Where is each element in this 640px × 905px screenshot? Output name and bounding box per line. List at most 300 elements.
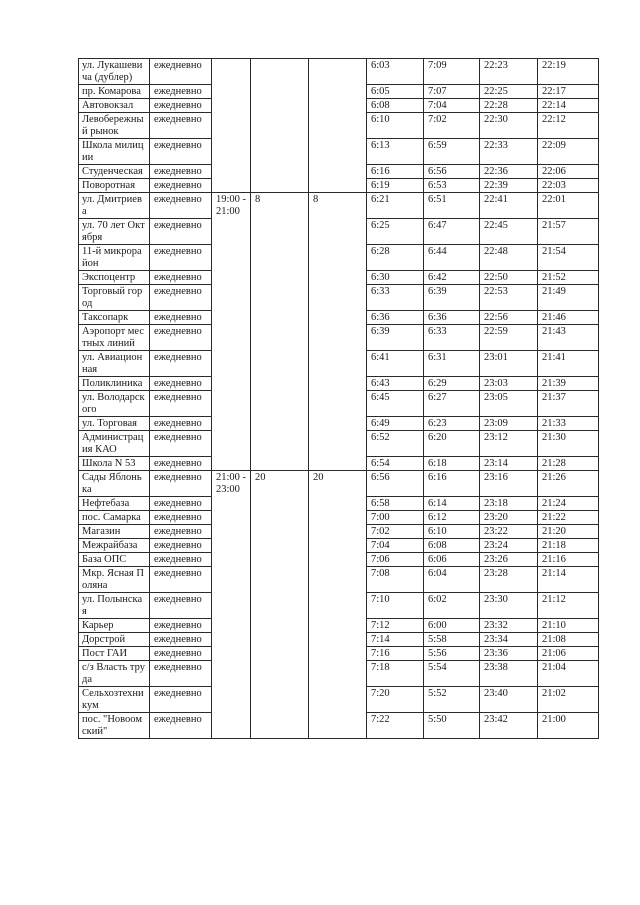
interval-cell	[251, 647, 309, 661]
time-cell-3: 22:48	[480, 245, 538, 271]
days-cell: ежедневно	[150, 471, 212, 497]
time-cell-2: 6:12	[424, 511, 480, 525]
interval-cell-2	[309, 179, 367, 193]
stop-cell: Мкр. Ясная Поляна	[79, 567, 150, 593]
interval-cell-2: 20	[309, 471, 367, 497]
interval-cell-2	[309, 271, 367, 285]
period-cell	[212, 687, 251, 713]
time-cell-1: 6:36	[367, 311, 424, 325]
days-cell: ежедневно	[150, 647, 212, 661]
time-cell-4: 21:16	[538, 553, 599, 567]
time-cell-4: 22:01	[538, 193, 599, 219]
interval-cell-2	[309, 593, 367, 619]
time-cell-2: 7:07	[424, 85, 480, 99]
days-cell: ежедневно	[150, 619, 212, 633]
period-cell	[212, 311, 251, 325]
table-row	[79, 59, 599, 85]
stop-cell: Школа N 53	[79, 457, 150, 471]
interval-cell	[251, 351, 309, 377]
time-cell-1: 6:39	[367, 325, 424, 351]
interval-cell	[251, 179, 309, 193]
time-cell-4: 22:19	[538, 59, 599, 85]
table-row	[79, 99, 599, 113]
interval-cell	[251, 567, 309, 593]
schedule-body	[79, 59, 599, 739]
time-cell-1: 6:28	[367, 245, 424, 271]
time-cell-3: 23:03	[480, 377, 538, 391]
time-cell-1: 7:06	[367, 553, 424, 567]
time-cell-2: 6:39	[424, 285, 480, 311]
time-cell-4: 22:17	[538, 85, 599, 99]
interval-cell-2	[309, 165, 367, 179]
time-cell-2: 6:08	[424, 539, 480, 553]
interval-cell-2	[309, 525, 367, 539]
period-cell	[212, 377, 251, 391]
time-cell-4: 21:52	[538, 271, 599, 285]
time-cell-3: 23:20	[480, 511, 538, 525]
stop-cell: Аэропорт местных линий	[79, 325, 150, 351]
stop-cell: Магазин	[79, 525, 150, 539]
time-cell-1: 7:04	[367, 539, 424, 553]
time-cell-1: 6:16	[367, 165, 424, 179]
time-cell-1: 6:25	[367, 219, 424, 245]
time-cell-4: 21:43	[538, 325, 599, 351]
time-cell-2: 5:52	[424, 687, 480, 713]
table-row	[79, 593, 599, 619]
interval-cell-2	[309, 285, 367, 311]
interval-cell-2	[309, 633, 367, 647]
stop-cell: Сады Яблонька	[79, 471, 150, 497]
interval-cell	[251, 713, 309, 739]
time-cell-3: 22:36	[480, 165, 538, 179]
table-row	[79, 457, 599, 471]
days-cell: ежедневно	[150, 113, 212, 139]
stop-cell: Администрация КАО	[79, 431, 150, 457]
table-row	[79, 271, 599, 285]
stop-cell: Межрайбаза	[79, 539, 150, 553]
time-cell-4: 21:20	[538, 525, 599, 539]
period-cell	[212, 351, 251, 377]
time-cell-4: 21:46	[538, 311, 599, 325]
time-cell-3: 22:39	[480, 179, 538, 193]
days-cell: ежедневно	[150, 165, 212, 179]
days-cell: ежедневно	[150, 661, 212, 687]
days-cell: ежедневно	[150, 567, 212, 593]
time-cell-1: 6:49	[367, 417, 424, 431]
interval-cell	[251, 85, 309, 99]
table-row	[79, 619, 599, 633]
period-cell	[212, 431, 251, 457]
time-cell-1: 7:08	[367, 567, 424, 593]
stop-cell: ул. Торговая	[79, 417, 150, 431]
interval-cell	[251, 497, 309, 511]
interval-cell-2	[309, 661, 367, 687]
time-cell-2: 6:20	[424, 431, 480, 457]
table-row	[79, 245, 599, 271]
time-cell-2: 6:10	[424, 525, 480, 539]
stop-cell: База ОПС	[79, 553, 150, 567]
days-cell: ежедневно	[150, 391, 212, 417]
interval-cell-2	[309, 311, 367, 325]
period-cell	[212, 593, 251, 619]
time-cell-2: 7:02	[424, 113, 480, 139]
period-cell	[212, 219, 251, 245]
table-row	[79, 687, 599, 713]
stop-cell: Торговый город	[79, 285, 150, 311]
time-cell-2: 7:09	[424, 59, 480, 85]
table-row	[79, 391, 599, 417]
interval-cell-2	[309, 85, 367, 99]
table-row	[79, 193, 599, 219]
time-cell-4: 22:14	[538, 99, 599, 113]
time-cell-3: 23:38	[480, 661, 538, 687]
stop-cell: ул. Лукашевича (дублер)	[79, 59, 150, 85]
time-cell-4: 21:28	[538, 457, 599, 471]
time-cell-2: 6:00	[424, 619, 480, 633]
interval-cell: 8	[251, 193, 309, 219]
days-cell: ежедневно	[150, 219, 212, 245]
interval-cell	[251, 511, 309, 525]
days-cell: ежедневно	[150, 633, 212, 647]
time-cell-4: 21:04	[538, 661, 599, 687]
days-cell: ежедневно	[150, 271, 212, 285]
time-cell-2: 6:36	[424, 311, 480, 325]
days-cell: ежедневно	[150, 377, 212, 391]
time-cell-2: 6:14	[424, 497, 480, 511]
table-row	[79, 139, 599, 165]
stop-cell: пос. "Новоомский"	[79, 713, 150, 739]
table-row	[79, 511, 599, 525]
time-cell-4: 21:06	[538, 647, 599, 661]
time-cell-2: 6:56	[424, 165, 480, 179]
time-cell-4: 21:57	[538, 219, 599, 245]
table-row	[79, 285, 599, 311]
time-cell-4: 21:41	[538, 351, 599, 377]
time-cell-2: 5:56	[424, 647, 480, 661]
time-cell-2: 6:04	[424, 567, 480, 593]
period-cell	[212, 99, 251, 113]
days-cell: ежедневно	[150, 593, 212, 619]
interval-cell	[251, 219, 309, 245]
period-cell	[212, 553, 251, 567]
days-cell: ежедневно	[150, 417, 212, 431]
period-cell	[212, 661, 251, 687]
interval-cell: 20	[251, 471, 309, 497]
table-row	[79, 633, 599, 647]
interval-cell-2	[309, 687, 367, 713]
interval-cell	[251, 165, 309, 179]
table-row	[79, 165, 599, 179]
time-cell-4: 21:00	[538, 713, 599, 739]
interval-cell-2	[309, 219, 367, 245]
days-cell: ежедневно	[150, 511, 212, 525]
days-cell: ежедневно	[150, 457, 212, 471]
time-cell-4: 22:06	[538, 165, 599, 179]
time-cell-2: 6:31	[424, 351, 480, 377]
days-cell: ежедневно	[150, 311, 212, 325]
time-cell-2: 5:54	[424, 661, 480, 687]
days-cell: ежедневно	[150, 285, 212, 311]
stop-cell: ул. 70 лет Октября	[79, 219, 150, 245]
time-cell-4: 21:12	[538, 593, 599, 619]
table-row	[79, 113, 599, 139]
interval-cell-2	[309, 553, 367, 567]
days-cell: ежедневно	[150, 179, 212, 193]
days-cell: ежедневно	[150, 553, 212, 567]
interval-cell	[251, 285, 309, 311]
period-cell	[212, 391, 251, 417]
days-cell: ежедневно	[150, 431, 212, 457]
table-row	[79, 647, 599, 661]
period-cell	[212, 245, 251, 271]
table-row	[79, 497, 599, 511]
interval-cell	[251, 687, 309, 713]
time-cell-4: 21:18	[538, 539, 599, 553]
time-cell-4: 22:12	[538, 113, 599, 139]
period-cell	[212, 85, 251, 99]
stop-cell: Дорстрой	[79, 633, 150, 647]
interval-cell	[251, 619, 309, 633]
interval-cell-2	[309, 245, 367, 271]
time-cell-1: 7:12	[367, 619, 424, 633]
time-cell-3: 22:30	[480, 113, 538, 139]
days-cell: ежедневно	[150, 193, 212, 219]
interval-cell-2	[309, 113, 367, 139]
time-cell-4: 22:09	[538, 139, 599, 165]
period-cell	[212, 511, 251, 525]
stop-cell: ул. Дмитриева	[79, 193, 150, 219]
time-cell-3: 23:14	[480, 457, 538, 471]
time-cell-1: 6:45	[367, 391, 424, 417]
time-cell-1: 7:10	[367, 593, 424, 619]
time-cell-4: 22:03	[538, 179, 599, 193]
days-cell: ежедневно	[150, 351, 212, 377]
interval-cell-2	[309, 99, 367, 113]
days-cell: ежедневно	[150, 59, 212, 85]
stop-cell: Нефтебаза	[79, 497, 150, 511]
table-row	[79, 377, 599, 391]
interval-cell-2	[309, 497, 367, 511]
time-cell-1: 6:05	[367, 85, 424, 99]
time-cell-3: 23:18	[480, 497, 538, 511]
time-cell-4: 21:08	[538, 633, 599, 647]
time-cell-1: 7:00	[367, 511, 424, 525]
interval-cell	[251, 457, 309, 471]
days-cell: ежедневно	[150, 525, 212, 539]
stop-cell: с/з Власть труда	[79, 661, 150, 687]
time-cell-3: 22:23	[480, 59, 538, 85]
interval-cell	[251, 661, 309, 687]
period-cell	[212, 179, 251, 193]
time-cell-3: 22:56	[480, 311, 538, 325]
time-cell-3: 23:22	[480, 525, 538, 539]
time-cell-4: 21:24	[538, 497, 599, 511]
interval-cell	[251, 271, 309, 285]
table-row	[79, 351, 599, 377]
interval-cell-2	[309, 647, 367, 661]
stop-cell: Экспоцентр	[79, 271, 150, 285]
time-cell-1: 7:22	[367, 713, 424, 739]
stop-cell: ул. Авиационная	[79, 351, 150, 377]
time-cell-3: 23:40	[480, 687, 538, 713]
period-cell	[212, 525, 251, 539]
time-cell-4: 21:10	[538, 619, 599, 633]
time-cell-2: 5:58	[424, 633, 480, 647]
interval-cell-2	[309, 567, 367, 593]
period-cell	[212, 417, 251, 431]
time-cell-3: 23:36	[480, 647, 538, 661]
period-cell	[212, 497, 251, 511]
time-cell-1: 7:02	[367, 525, 424, 539]
time-cell-3: 23:42	[480, 713, 538, 739]
period-cell	[212, 113, 251, 139]
stop-cell: ул. Володарского	[79, 391, 150, 417]
stop-cell: пос. Самарка	[79, 511, 150, 525]
time-cell-3: 22:59	[480, 325, 538, 351]
time-cell-4: 21:14	[538, 567, 599, 593]
interval-cell	[251, 139, 309, 165]
stop-cell: Левобережный рынок	[79, 113, 150, 139]
time-cell-1: 6:33	[367, 285, 424, 311]
table-row	[79, 525, 599, 539]
time-cell-1: 6:56	[367, 471, 424, 497]
period-cell	[212, 325, 251, 351]
interval-cell	[251, 391, 309, 417]
time-cell-3: 22:25	[480, 85, 538, 99]
interval-cell-2	[309, 59, 367, 85]
period-cell	[212, 59, 251, 85]
interval-cell-2	[309, 713, 367, 739]
interval-cell	[251, 245, 309, 271]
time-cell-4: 21:33	[538, 417, 599, 431]
time-cell-2: 6:59	[424, 139, 480, 165]
stop-cell: Таксопарк	[79, 311, 150, 325]
stop-cell: пр. Комарова	[79, 85, 150, 99]
days-cell: ежедневно	[150, 325, 212, 351]
period-cell	[212, 619, 251, 633]
interval-cell	[251, 431, 309, 457]
interval-cell-2	[309, 351, 367, 377]
time-cell-4: 21:22	[538, 511, 599, 525]
stop-cell: ул. Полынская	[79, 593, 150, 619]
time-cell-3: 22:53	[480, 285, 538, 311]
interval-cell	[251, 311, 309, 325]
period-cell	[212, 165, 251, 179]
time-cell-2: 6:27	[424, 391, 480, 417]
time-cell-2: 6:53	[424, 179, 480, 193]
table-row	[79, 325, 599, 351]
table-row	[79, 471, 599, 497]
time-cell-3: 22:45	[480, 219, 538, 245]
time-cell-3: 22:50	[480, 271, 538, 285]
interval-cell	[251, 377, 309, 391]
interval-cell	[251, 633, 309, 647]
period-cell: 19:00 - 21:00	[212, 193, 251, 219]
interval-cell	[251, 593, 309, 619]
stop-cell: Поликлиника	[79, 377, 150, 391]
time-cell-1: 7:20	[367, 687, 424, 713]
stop-cell: Сельхозтехникум	[79, 687, 150, 713]
table-row	[79, 539, 599, 553]
time-cell-4: 21:02	[538, 687, 599, 713]
period-cell	[212, 139, 251, 165]
table-row	[79, 553, 599, 567]
interval-cell	[251, 113, 309, 139]
stop-cell: Пост ГАИ	[79, 647, 150, 661]
time-cell-3: 23:16	[480, 471, 538, 497]
interval-cell-2	[309, 377, 367, 391]
days-cell: ежедневно	[150, 99, 212, 113]
time-cell-4: 21:37	[538, 391, 599, 417]
time-cell-3: 23:01	[480, 351, 538, 377]
time-cell-3: 23:32	[480, 619, 538, 633]
time-cell-1: 6:08	[367, 99, 424, 113]
period-cell	[212, 647, 251, 661]
time-cell-1: 6:58	[367, 497, 424, 511]
time-cell-1: 7:18	[367, 661, 424, 687]
period-cell	[212, 271, 251, 285]
stop-cell: 11-й микрорайон	[79, 245, 150, 271]
table-row	[79, 311, 599, 325]
time-cell-3: 22:41	[480, 193, 538, 219]
time-cell-3: 23:30	[480, 593, 538, 619]
time-cell-3: 22:28	[480, 99, 538, 113]
schedule-table	[78, 58, 599, 739]
time-cell-2: 6:42	[424, 271, 480, 285]
table-row	[79, 179, 599, 193]
time-cell-3: 23:05	[480, 391, 538, 417]
time-cell-3: 23:09	[480, 417, 538, 431]
period-cell	[212, 567, 251, 593]
time-cell-2: 7:04	[424, 99, 480, 113]
time-cell-2: 6:51	[424, 193, 480, 219]
time-cell-1: 6:21	[367, 193, 424, 219]
table-row	[79, 567, 599, 593]
table-row	[79, 85, 599, 99]
time-cell-2: 6:16	[424, 471, 480, 497]
time-cell-1: 6:13	[367, 139, 424, 165]
interval-cell	[251, 99, 309, 113]
period-cell	[212, 633, 251, 647]
interval-cell-2	[309, 325, 367, 351]
interval-cell-2	[309, 139, 367, 165]
interval-cell-2	[309, 431, 367, 457]
interval-cell-2	[309, 457, 367, 471]
interval-cell-2	[309, 619, 367, 633]
time-cell-1: 7:14	[367, 633, 424, 647]
time-cell-1: 6:30	[367, 271, 424, 285]
stop-cell: Автовокзал	[79, 99, 150, 113]
time-cell-3: 23:12	[480, 431, 538, 457]
time-cell-2: 6:33	[424, 325, 480, 351]
interval-cell	[251, 417, 309, 431]
interval-cell-2	[309, 417, 367, 431]
period-cell	[212, 457, 251, 471]
stop-cell: Поворотная	[79, 179, 150, 193]
time-cell-4: 21:49	[538, 285, 599, 311]
days-cell: ежедневно	[150, 713, 212, 739]
time-cell-4: 21:54	[538, 245, 599, 271]
interval-cell	[251, 325, 309, 351]
interval-cell-2	[309, 391, 367, 417]
time-cell-3: 22:33	[480, 139, 538, 165]
time-cell-2: 6:29	[424, 377, 480, 391]
time-cell-4: 21:30	[538, 431, 599, 457]
time-cell-2: 6:02	[424, 593, 480, 619]
time-cell-1: 7:16	[367, 647, 424, 661]
period-cell	[212, 285, 251, 311]
interval-cell-2	[309, 539, 367, 553]
